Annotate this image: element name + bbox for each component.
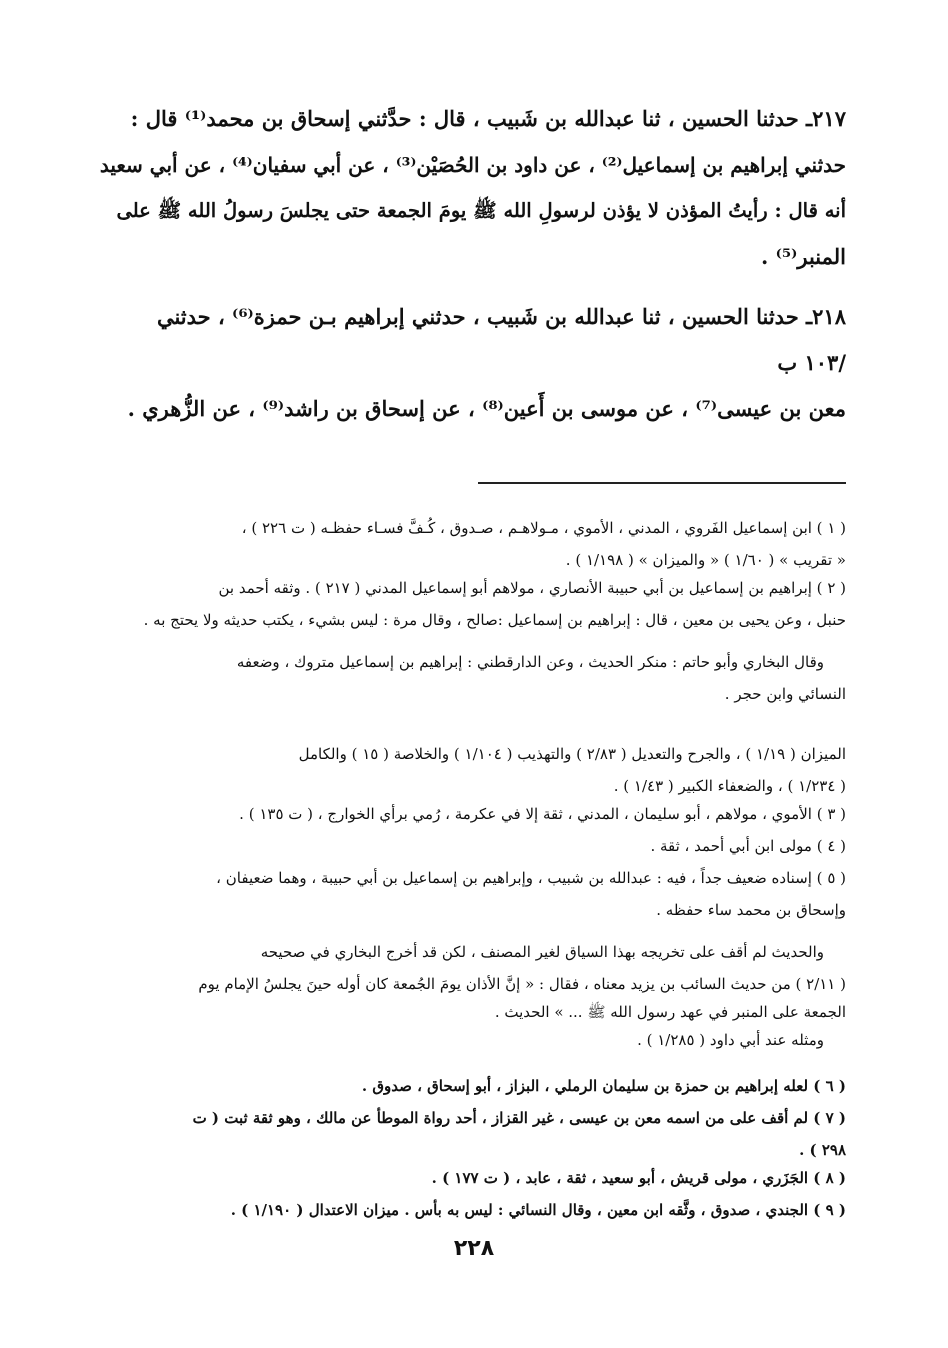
footnote-2-paragraph: وقال البخاري وأبو حاتم : منكر الحديث ، وعن الدارقطني : إبراهيم بن إسماعيل متروك ، وضعفه: [236, 653, 824, 671]
hadith-line: حدثني إبراهيم بن إسماعيل⁽²⁾ ، عن داود بن الحُصَيْن⁽³⁾ ، عن أبي سفيان⁽⁴⁾ ، عن أبي سعيد: [99, 153, 846, 177]
footnote-7-continuation: ٢٩٨ ) .: [799, 1141, 846, 1159]
footnote-1: ( ١ ) ابن إسماعيل الفَروي ، المدني ، الأموي ، مـولاهـم ، صـدوق ، كُـفَّ فسـاء حفظـه ( ت ٢٢٦ ) ،: [241, 519, 846, 537]
hadith-line: معن بن عيسى⁽⁷⁾ ، عن موسى بن أَعين⁽⁸⁾ ، عن إسحاق بن راشد⁽⁹⁾ ، عن الزُّهري .: [127, 396, 846, 421]
manuscript-folio-marker: /١٠٣ ب: [777, 350, 846, 375]
hadith-line: ٢١٧ـ حدثنا الحسين ، ثنا عبدالله بن شَبيب ، قال : حدَّثني إسحاق بن محمد⁽¹⁾ قال :: [130, 106, 846, 131]
footnote-5-paragraph: والحديث لم أقف على تخريجه بهذا السياق لغير المصنف ، لكن قد أخرج البخاري في صحيحه: [260, 943, 824, 961]
footnote-2-continuation: حنبل ، وعن يحيى بن معين ، قال : إبراهيم بن إسماعيل :صالح ، وقال مرة : ليس بشيء ، يكتب حديثه ولا يحتج به .: [143, 611, 846, 629]
spacer: [100, 708, 846, 740]
footnote-8: ( ٨ ) الجَزَري ، مولى قريش ، أبو سعيد ، ثقة ، عابد ، ( ت ١٧٧ ) .: [431, 1169, 846, 1187]
hadith-line: المنبر⁽⁵⁾ .: [761, 244, 846, 269]
footnote-7: ( ٧ ) لم أقف على من اسمه معن بن عيسى ، غير القزاز ، أحد رواة الموطأ عن مالك ، وهو ثقة ثبت ( ت: [192, 1109, 846, 1127]
footnote-9: ( ٩ ) الجندي ، صدوق ، وثَّقه ابن معين ، وقال النسائي : ليس به بأس . ميزان الاعتدال ( ١/١٩٠ ) .: [230, 1201, 846, 1219]
footnote-2-references: الميزان ( ١/١٩ ) ، والجرح والتعديل ( ٢/٨٣ ) والتهذيب ( ١/١٠٤ ) والخلاصة ( ١٥ ) والكامل: [298, 745, 846, 763]
footnote-2: ( ٢ ) إبراهيم بن إسماعيل بن أبي حبيبة الأنصاري ، مولاهم أبو إسماعيل المدني ( ٢١٧ ) . وثقه أحمد بن: [218, 579, 846, 597]
footnote-5-paragraph-continuation: الجمعة على المنبر في عهد رسول الله ﷺ ... » الحديث .: [494, 1003, 846, 1021]
spacer: [100, 1058, 846, 1072]
footnotes: [100, 514, 846, 1224]
footnote-3: ( ٣ ) الأموي ، مولاهم ، أبو سليمان ، المدني ، ثقة إلا في عكرمة ، رُمي برأي الخوارج ، ( ت ١٣٥ ) .: [239, 805, 846, 823]
footnote-2-references-continuation: ( ١/٢٣٤ ) ، والضعفاء الكبير ( ١/٤٣ ) .: [613, 777, 846, 795]
page-number: ٢٢٨: [453, 1236, 495, 1261]
footnote-2-paragraph-continuation: النسائي وابن حجر .: [724, 685, 846, 703]
footnote-5-paragraph-2: ومثله عند أبي داود ( ١/٢٨٥ ) .: [637, 1031, 824, 1049]
footnote-5-continuation: وإسحاق بن محمد ساء حفظه .: [656, 901, 846, 919]
footnote-5: ( ٥ ) إسناده ضعيف جداً ، فيه : عبدالله بن شبيب ، وإبراهيم بن إسماعيل بن أبي حبيبة ، وهما ضعيفان ،: [216, 869, 846, 887]
hadith-217: [100, 96, 846, 280]
footnote-5-paragraph-continuation: ( ٢/١١ ) من حديث السائب بن يزيد معناه ، فقال : « إنَّ الأذان يومَ الجُمعة كان أوله حينَ يجلسُ الإمام يوم: [198, 975, 846, 993]
footnote-6: ( ٦ ) لعله إبراهيم بن حمزة بن سليمان الرملي ، البزاز ، أبو إسحاق ، صدوق .: [361, 1077, 846, 1095]
hadith-line: ٢١٨ـ حدثنا الحسين ، ثنا عبدالله بن شَبيب ، حدثني إبراهيم بـن حمزة⁽⁶⁾ ، حدثني: [156, 304, 846, 329]
hadith-line: أنه قال : رأيتُ المؤذن لا يؤذن لرسولِ الله ﷺ يومَ الجمعة حتى يجلسَ رسولُ الله ﷺ على: [116, 199, 846, 222]
footnote-1-continuation: « تقريب » ( ١/٦٠ ) « والميزان » ( ١/١٩٨ ) .: [565, 551, 846, 569]
hadith-218: [100, 294, 846, 432]
footnote-separator: [478, 482, 846, 484]
book-page: [100, 96, 846, 1336]
footnote-4: ( ٤ ) مولى ابن أبي أحمد ، ثقة .: [650, 837, 846, 855]
